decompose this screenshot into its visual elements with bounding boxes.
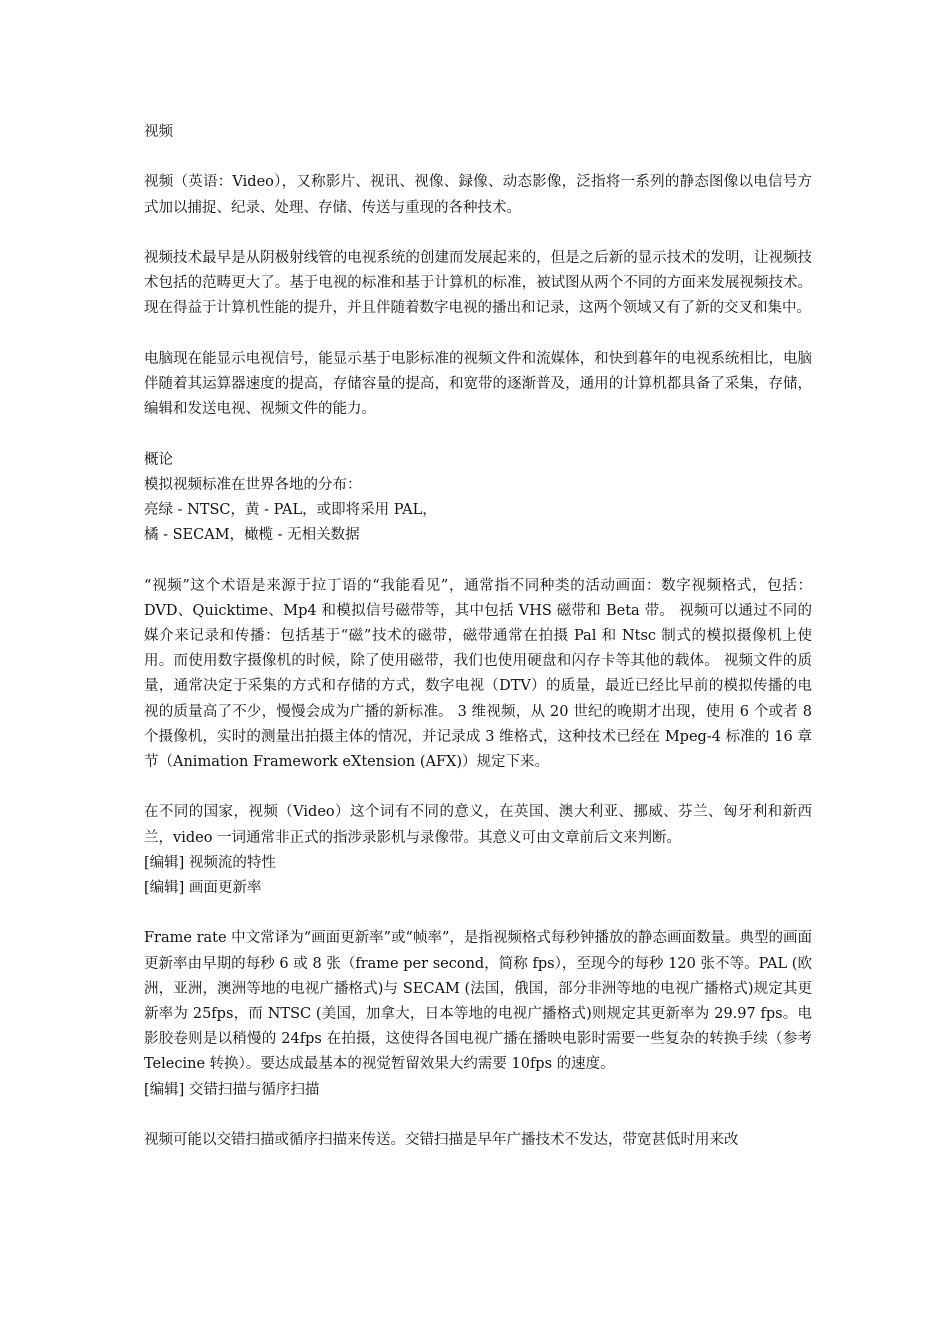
edit-framerate-heading[interactable]: [编辑] 画面更新率 [144,880,262,896]
document-title: 视频 [144,124,173,140]
document-page [144,120,812,1178]
history-paragraph: 视频技术最早是从阴极射线管的电视系统的创建而发展起来的，但是之后新的显示技术的发明，让视频技术包括的范畴更大了。基于电视的标准和基于计算机的标准，被试图从两个不同的方面来发展视频技术。现在得益于计算机性能的提升，并且伴随着数字电视的播出和记录，这两个领域又有了新的交叉和集中。 [144,249,812,317]
framerate-paragraph: Frame rate 中文常译为“画面更新率”或“帧率”，是指视频格式每秒钟播放的静态画面数量。典型的画面更新率由早期的每秒 6 或 8 张（frame per second，简称 fps），至现今的每秒 120 张不等。PAL (欧洲，亚洲，澳洲等地的电视广播格式)与 SECAM (法国，俄国，部分非洲等地的电视广播格式)规定其更新率为 25fps，而 NTSC (美国，加拿大，日本等地的电视广播格式)则规定其更新率为 29.97 fps。电影胶卷则是以稍慢的 24fps 在拍摄，这使得各国电视广播在播映电影时需要一些复杂的转换手续（参考 Telecine 转换）。要达成最基本的视觉暂留效果大约需要 10fps 的速度。 [144,930,812,1073]
overview-section [144,448,812,549]
computer-paragraph: 电脑现在能显示电视信号，能显示基于电影标准的视频文件和流媒体，和快到暮年的电视系统相比，电脑伴随着其运算器速度的提高，存储容量的提高，和宽带的逐渐普及，通用的计算机都具备了采集，存储，编辑和发送电视、视频文件的能力。 [144,350,812,418]
scan-paragraph: 视频可能以交错扫描或循序扫描来传送。交错扫描是早年广播技术不发达，带宽甚低时用来改 [144,1132,739,1148]
overview-line: 橘 - SECAM，橄榄 - 无相关数据 [144,527,360,544]
edit-scan-heading[interactable]: [编辑] 交错扫描与循序扫描 [144,1081,320,1098]
edit-stream-heading[interactable]: [编辑] 视频流的特性 [144,854,276,871]
overview-line: 模拟视频标准在世界各地的分布： [144,476,362,493]
term-origin-paragraph: “视频”这个术语是来源于拉丁语的“我能看见”，通常指不同种类的活动画面：数字视频格式，包括：DVD、Quicktime、Mp4 和模拟信号磁带等，其中包括 VHS 磁带和 Beta 带。 视频可以通过不同的媒介来记录和传播：包括基于“磁”技术的磁带，磁带通常在拍摄 Pal 和 Ntsc 制式的模拟摄像机上使用。而使用数字摄像机的时候，除了使用磁带，我们也使用硬盘和闪存卡等其他的载体。 视频文件的质量，通常决定于采集的方式和存储的方式，数字电视（DTV）的质量，最近已经比早前的模拟传播的电视的质量高了不少，慢慢会成为广播的新标准。 3 维视频，从 20 世纪的晚期才出现，使用 6 个或者 8 个摄像机，实时的测量出拍摄主体的情况，并记录成 3 维格式，这种技术已经在 Mpeg-4 标准的 16 章节（Animation Framework eXtension (AFX)）规定下来。 [144,577,812,770]
countries-section [144,800,812,901]
overview-heading: 概论 [144,451,173,468]
framerate-section [144,926,812,1102]
overview-line: 亮绿 - NTSC，黄 - PAL，或即将采用 PAL， [144,501,437,518]
intro-paragraph: 视频（英语：Video），又称影片、视讯、视像、録像、动态影像，泛指将一系列的静态图像以电信号方式加以捕捉、纪录、处理、存储、传送与重现的各种技术。 [144,174,812,216]
countries-paragraph: 在不同的国家，视频（Video）这个词有不同的意义，在英国、澳大利亚、挪威、芬兰、匈牙利和新西兰，video 一词通常非正式的指涉录影机与录像带。其意义可由文章前后文来判断。 [144,804,812,846]
